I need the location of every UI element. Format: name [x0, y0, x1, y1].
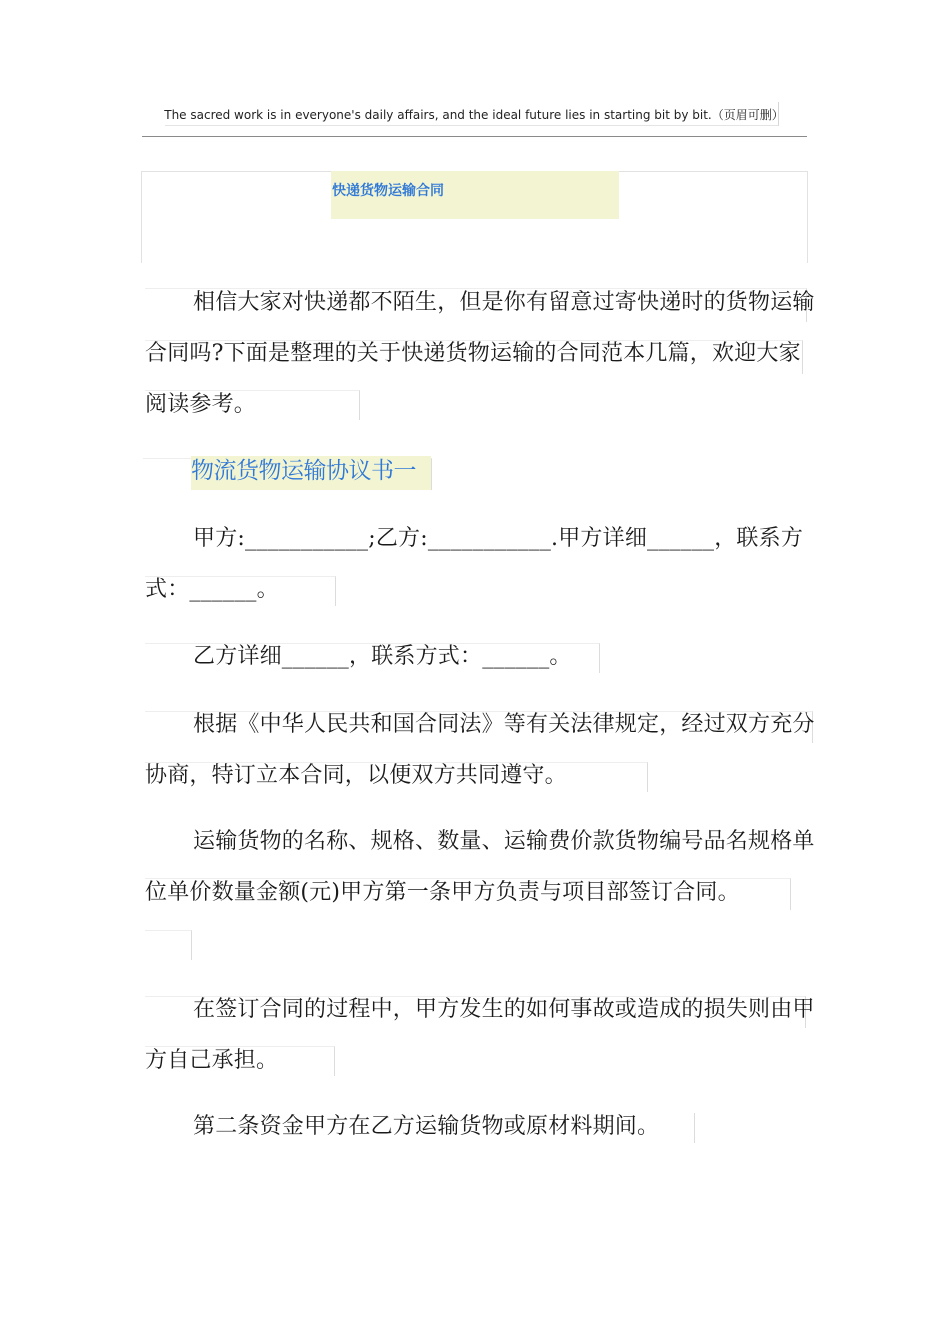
paragraph-text: 第二条资金甲方在乙方运输货物或原材料期间。 [193, 1114, 660, 1139]
document-title: 快递货物运输合同 [332, 183, 444, 199]
intro-text: 相信大家对快递都不陌生，但是你有留意过寄快递时的货物运输合同吗?下面是整理的关于快递货物运输的合同范本几篇，欢迎大家阅读参考。 [145, 290, 815, 417]
header-divider [142, 136, 807, 137]
section-heading: 物流货物运输协议书一 [191, 458, 416, 484]
paragraph-text: 运输货物的名称、规格、数量、运输费价款货物编号品名规格单位单价数量金额(元)甲方第一条甲方负责与项目部签订合同。 [145, 829, 815, 905]
paragraph-text: 在签订合同的过程中，甲方发生的如何事故或造成的损失则由甲方自己承担。 [145, 997, 815, 1073]
page-header-text: The sacred work is in everyone's daily affairs, and the ideal future lies in starting bit by bit.（页眉可删） [164, 108, 784, 122]
paragraph-legal-basis [145, 699, 817, 801]
paragraph-party-b [145, 631, 817, 682]
paragraph-funds [145, 1101, 817, 1152]
paragraph-text: 甲方:___________;乙方:___________.甲方详细______，联系方式：______。 [145, 526, 804, 602]
paragraph-goods [145, 816, 817, 918]
paragraph-text: 根据《中华人民共和国合同法》等有关法律规定，经过双方充分协商，特订立本合同，以便双方共同遵守。 [145, 712, 815, 788]
text-frame [145, 930, 192, 960]
paragraph-liability [145, 984, 817, 1086]
paragraph-text: 乙方详细______，联系方式：______。 [193, 644, 572, 669]
intro-paragraph [145, 277, 817, 430]
paragraph-parties [145, 513, 817, 615]
